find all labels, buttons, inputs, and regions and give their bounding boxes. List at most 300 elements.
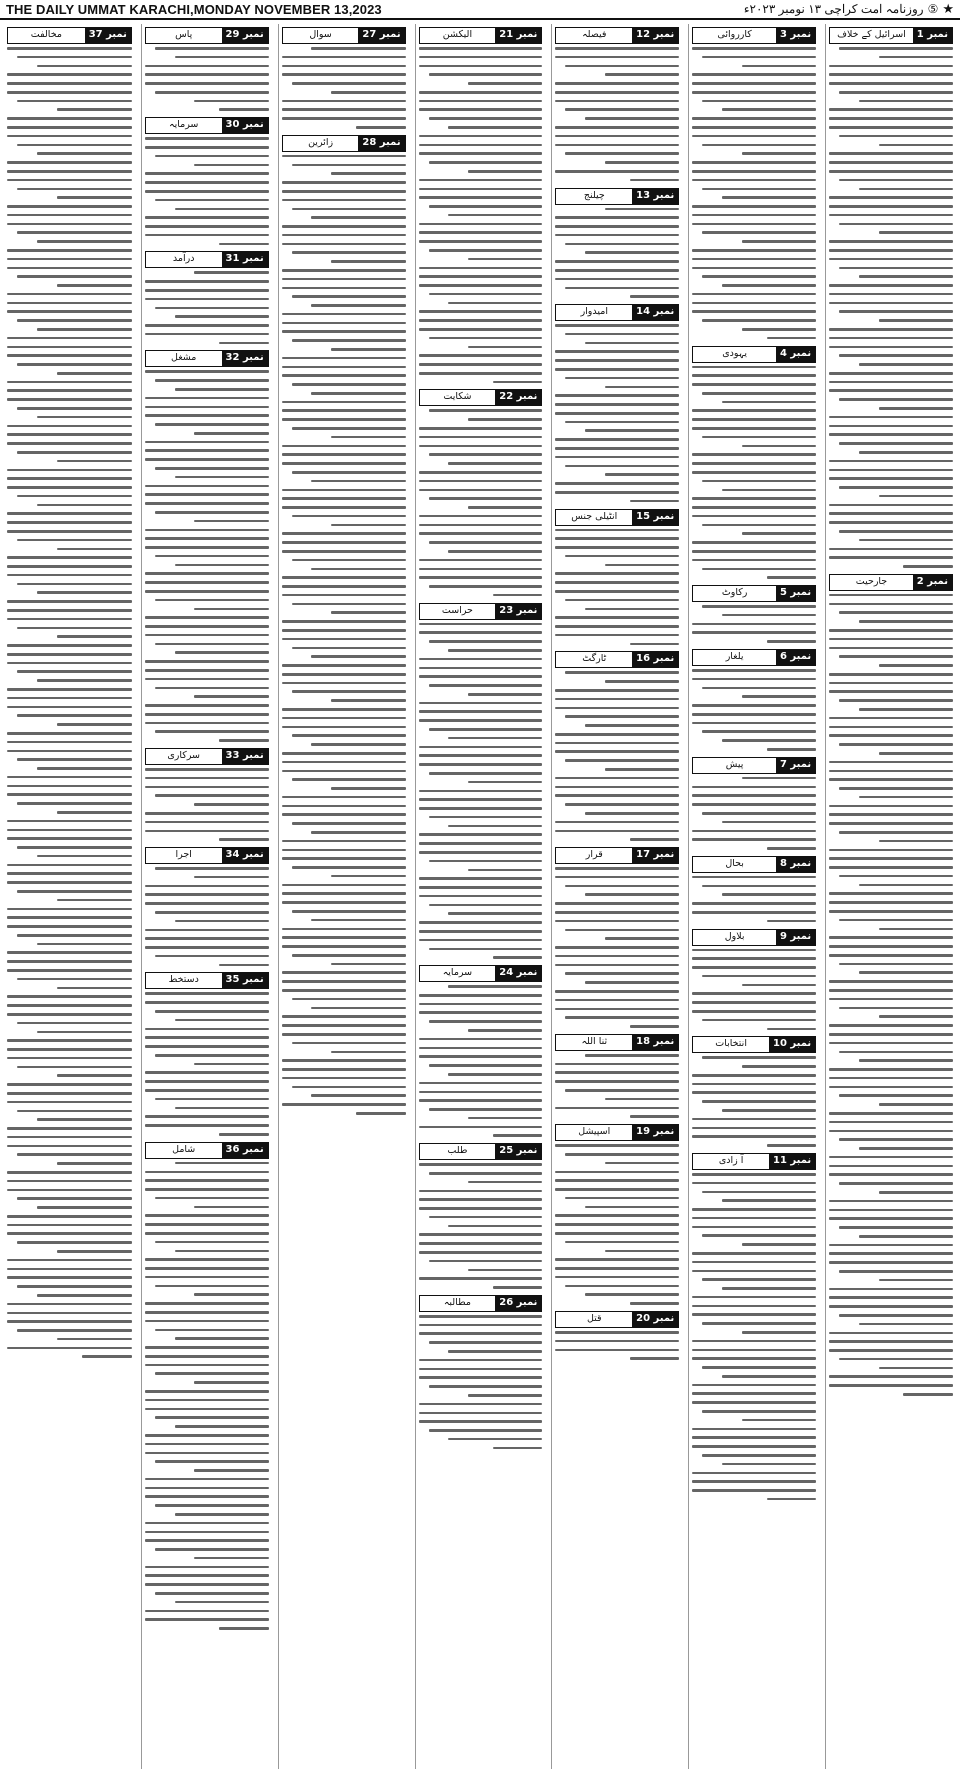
story-heading: [555, 1311, 679, 1328]
text-line: [311, 392, 405, 395]
text-line: [311, 1007, 405, 1010]
text-line: [145, 1232, 269, 1235]
story-heading: [692, 1036, 816, 1053]
text-line: [829, 1156, 953, 1159]
text-line: [17, 714, 132, 717]
text-line: [742, 328, 816, 331]
text-line: [585, 1054, 679, 1057]
text-line: [692, 1480, 816, 1483]
story-body-text: [692, 1173, 816, 1501]
text-line: [7, 951, 132, 954]
text-line: [555, 1223, 679, 1226]
text-line: [429, 1385, 543, 1388]
text-line: [7, 1092, 132, 1095]
text-line: [692, 669, 816, 672]
text-line: [429, 640, 543, 643]
text-line: [145, 1171, 269, 1174]
text-line: [419, 223, 543, 226]
text-line: [555, 750, 679, 753]
text-line: [331, 787, 405, 790]
text-line: [555, 456, 679, 459]
text-line: [155, 1592, 269, 1595]
text-line: [419, 1359, 543, 1362]
text-line: [145, 406, 269, 409]
text-line: [7, 1312, 132, 1315]
text-line: [829, 328, 953, 331]
text-line: [692, 1472, 816, 1475]
story-heading: [555, 1034, 679, 1051]
text-line: [829, 521, 953, 524]
text-line: [17, 407, 132, 410]
story-body-text: [419, 1163, 543, 1289]
text-line: [145, 190, 269, 193]
text-line: [7, 1180, 132, 1183]
story-title: اسرائیل کے خلاف: [837, 29, 906, 40]
text-line: [419, 196, 543, 199]
text-line: [429, 684, 543, 687]
story-title: بحال: [725, 857, 744, 869]
text-line: [419, 1163, 543, 1166]
text-line: [692, 161, 816, 164]
story-number: نمبر 12: [632, 28, 678, 43]
text-line: [419, 1233, 543, 1236]
text-line: [292, 251, 406, 254]
text-line: [145, 704, 269, 707]
text-line: [859, 1059, 953, 1062]
text-line: [429, 541, 543, 544]
text-line: [282, 445, 406, 448]
text-line: [282, 682, 406, 685]
text-line: [282, 278, 406, 281]
text-line: [175, 315, 269, 318]
text-line: [555, 225, 679, 228]
text-line: [419, 427, 543, 430]
text-line: [468, 1029, 542, 1032]
text-line: [429, 497, 543, 500]
story-heading: [419, 1295, 543, 1312]
text-line: [839, 135, 953, 138]
text-line: [565, 885, 679, 888]
text-line: [555, 707, 679, 710]
text-line: [555, 126, 679, 129]
text-line: [448, 1225, 542, 1228]
text-line: [7, 1232, 132, 1235]
news-story: [145, 972, 269, 1135]
text-line: [7, 1145, 132, 1148]
news-story: [145, 350, 269, 741]
news-story: [145, 748, 269, 841]
text-line: [155, 911, 269, 914]
text-line: [282, 576, 406, 579]
text-line: [282, 761, 406, 764]
text-line: [175, 651, 269, 654]
text-line: [145, 546, 269, 549]
text-line: [145, 821, 269, 824]
text-line: [829, 647, 953, 650]
text-line: [57, 987, 132, 990]
text-line: [585, 117, 679, 120]
text-line: [879, 231, 953, 234]
text-line: [429, 904, 543, 907]
text-line: [419, 1412, 543, 1415]
text-line: [829, 989, 953, 992]
story-body-text: [555, 1144, 679, 1305]
text-line: [282, 322, 406, 325]
text-line: [194, 520, 268, 523]
story-title: فیصلہ: [582, 29, 607, 40]
text-line: [7, 969, 132, 972]
text-line: [448, 214, 542, 217]
text-line: [7, 354, 132, 357]
news-story: [419, 1143, 543, 1289]
text-line: [292, 690, 406, 693]
text-line: [419, 231, 543, 234]
text-line: [155, 1460, 269, 1463]
text-line: [692, 966, 816, 969]
text-line: [702, 56, 816, 59]
text-line: [429, 249, 543, 252]
story-title: سرمایہ: [169, 119, 199, 131]
text-line: [7, 916, 132, 919]
text-line: [145, 660, 269, 663]
story-heading: [555, 304, 679, 321]
text-line: [155, 199, 269, 202]
text-line: [419, 1251, 543, 1254]
text-line: [829, 936, 953, 939]
text-line: [829, 1033, 953, 1036]
text-line: [175, 388, 269, 391]
text-line: [555, 412, 679, 415]
text-line: [145, 669, 269, 672]
text-line: [7, 389, 132, 392]
story-body-text: [829, 594, 953, 1396]
text-line: [7, 1320, 132, 1323]
text-line: [630, 179, 680, 182]
text-line: [145, 1124, 269, 1127]
news-column: [688, 24, 819, 1769]
news-story: [692, 1153, 816, 1501]
text-line: [145, 441, 269, 444]
text-line: [282, 234, 406, 237]
text-line: [829, 196, 953, 199]
text-line: [692, 957, 816, 960]
text-line: [292, 164, 406, 167]
news-story: [145, 251, 269, 344]
news-story: [555, 27, 679, 181]
text-line: [722, 614, 816, 617]
news-story: [692, 856, 816, 923]
text-line: [57, 899, 132, 902]
text-line: [859, 539, 953, 542]
text-line: [419, 471, 543, 474]
text-line: [692, 205, 816, 208]
news-columns: [4, 24, 956, 1769]
text-line: [429, 409, 543, 412]
text-line: [282, 1059, 406, 1062]
text-line: [175, 1601, 269, 1604]
text-line: [493, 956, 543, 959]
text-line: [829, 548, 953, 551]
news-story: [145, 1142, 269, 1630]
story-number: نمبر 17: [632, 848, 678, 863]
text-line: [429, 161, 543, 164]
text-line: [37, 943, 132, 946]
text-line: [879, 495, 953, 498]
text-line: [282, 989, 406, 992]
text-line: [37, 679, 132, 682]
text-line: [585, 1293, 679, 1296]
story-title: انٹیلی جنس: [571, 510, 618, 522]
text-line: [702, 480, 816, 483]
news-story: [145, 27, 269, 111]
news-story: [692, 346, 816, 579]
text-line: [292, 559, 406, 562]
text-line: [311, 1094, 405, 1097]
story-title: پیش: [725, 758, 744, 770]
text-line: [194, 271, 268, 274]
story-number: نمبر 13: [632, 189, 678, 204]
text-line: [145, 333, 269, 336]
text-line: [722, 1375, 816, 1378]
text-line: [585, 342, 679, 345]
text-line: [742, 152, 816, 155]
text-line: [17, 495, 132, 498]
text-line: [155, 555, 269, 558]
news-story: [829, 574, 953, 1396]
text-line: [7, 486, 132, 489]
text-line: [692, 1217, 816, 1220]
text-line: [829, 1077, 953, 1080]
story-heading: [282, 135, 406, 152]
text-line: [7, 258, 132, 261]
text-line: [331, 348, 405, 351]
text-line: [282, 726, 406, 729]
text-line: [145, 397, 269, 400]
story-body-text: [555, 867, 679, 1028]
text-line: [605, 473, 679, 476]
text-line: [145, 902, 269, 905]
text-line: [419, 267, 543, 270]
text-line: [311, 304, 405, 307]
text-line: [839, 267, 953, 270]
story-body-text: [692, 1056, 816, 1146]
text-line: [555, 144, 679, 147]
text-line: [419, 658, 543, 661]
text-line: [692, 1091, 816, 1094]
text-line: [829, 1200, 953, 1203]
text-line: [145, 929, 269, 932]
text-line: [311, 743, 405, 746]
text-line: [555, 1080, 679, 1083]
text-line: [839, 354, 953, 357]
text-line: [292, 515, 406, 518]
text-line: [145, 414, 269, 417]
text-line: [742, 1419, 816, 1422]
story-title: یہودی: [722, 347, 748, 359]
text-line: [7, 565, 132, 568]
text-line: [722, 739, 816, 742]
text-line: [605, 937, 679, 940]
text-line: [829, 214, 953, 217]
text-line: [219, 739, 269, 742]
text-line: [419, 1376, 543, 1379]
text-line: [829, 249, 953, 252]
text-line: [630, 643, 680, 646]
text-line: [829, 1375, 953, 1378]
text-line: [282, 796, 406, 799]
text-line: [448, 985, 542, 988]
text-line: [7, 864, 132, 867]
masthead-english-title: THE DAILY UMMAT KARACHI,MONDAY NOVEMBER 13,2023: [6, 1, 382, 17]
text-line: [767, 337, 817, 340]
text-line: [419, 746, 543, 749]
text-line: [145, 1618, 269, 1621]
text-line: [155, 1504, 269, 1507]
text-line: [448, 1073, 542, 1076]
text-line: [7, 793, 132, 796]
text-line: [145, 1346, 269, 1349]
text-line: [692, 713, 816, 716]
text-line: [829, 998, 953, 1001]
news-story: [282, 27, 406, 129]
text-line: [692, 462, 816, 465]
text-line: [555, 359, 679, 362]
story-heading: [692, 649, 816, 666]
text-line: [331, 875, 405, 878]
text-line: [829, 813, 953, 816]
text-line: [155, 794, 269, 797]
text-line: [145, 812, 269, 815]
text-line: [145, 1487, 269, 1490]
text-line: [829, 1288, 953, 1291]
text-line: [282, 366, 406, 369]
text-line: [419, 877, 543, 880]
text-line: [702, 1234, 816, 1237]
text-line: [17, 846, 132, 849]
text-line: [282, 532, 406, 535]
story-heading: [145, 1142, 269, 1159]
text-line: [57, 1162, 132, 1165]
text-line: [145, 1071, 269, 1074]
text-line: [839, 699, 953, 702]
text-line: [7, 1057, 132, 1060]
text-line: [419, 568, 543, 571]
text-line: [57, 1250, 132, 1253]
text-line: [829, 1112, 953, 1115]
text-line: [7, 653, 132, 656]
text-line: [565, 1197, 679, 1200]
text-line: [555, 964, 679, 967]
text-line: [829, 73, 953, 76]
story-number: نمبر 26: [495, 1296, 541, 1311]
text-line: [219, 1133, 269, 1136]
news-story: [282, 135, 406, 1115]
text-line: [839, 1051, 953, 1054]
text-line: [692, 82, 816, 85]
text-line: [585, 429, 679, 432]
text-line: [605, 386, 679, 389]
text-line: [282, 708, 406, 711]
text-line: [429, 1341, 543, 1344]
text-line: [419, 1324, 543, 1327]
text-line: [419, 1315, 543, 1318]
text-line: [903, 1393, 953, 1396]
text-line: [839, 1182, 953, 1185]
text-line: [419, 480, 543, 483]
text-line: [429, 1020, 543, 1023]
text-line: [555, 260, 679, 263]
text-line: [194, 164, 268, 167]
text-line: [17, 319, 132, 322]
story-number: نمبر 18: [632, 1035, 678, 1050]
text-line: [282, 805, 406, 808]
text-line: [175, 1107, 269, 1110]
text-line: [859, 1323, 953, 1326]
text-line: [219, 108, 269, 111]
text-line: [702, 436, 816, 439]
text-line: [448, 1350, 542, 1353]
text-line: [555, 1188, 679, 1191]
text-line: [145, 537, 269, 540]
text-line: [145, 73, 269, 76]
text-line: [429, 728, 543, 731]
text-line: [839, 530, 953, 533]
text-line: [555, 742, 679, 745]
text-line: [555, 529, 679, 532]
text-line: [829, 108, 953, 111]
text-line: [839, 1358, 953, 1361]
text-line: [282, 401, 406, 404]
text-line: [7, 829, 132, 832]
text-line: [145, 458, 269, 461]
text-line: [555, 1171, 679, 1174]
text-line: [692, 1127, 816, 1130]
text-line: [175, 56, 269, 59]
text-line: [702, 392, 816, 395]
text-line: [829, 857, 953, 860]
text-line: [829, 1121, 953, 1124]
story-number: نمبر 35: [222, 973, 268, 988]
story-number: نمبر 5: [776, 586, 815, 601]
text-line: [7, 1048, 132, 1051]
text-line: [879, 840, 953, 843]
text-line: [829, 629, 953, 632]
text-line: [57, 723, 132, 726]
story-heading: [692, 757, 816, 774]
text-line: [419, 1190, 543, 1193]
text-line: [145, 216, 269, 219]
text-line: [282, 971, 406, 974]
text-line: [175, 1513, 269, 1516]
text-line: [175, 208, 269, 211]
text-line: [419, 284, 543, 287]
story-heading: [419, 27, 543, 44]
text-line: [692, 170, 816, 173]
text-line: [555, 56, 679, 59]
text-line: [175, 564, 269, 567]
text-line: [692, 541, 816, 544]
text-line: [145, 713, 269, 716]
text-line: [555, 1214, 679, 1217]
text-line: [292, 383, 406, 386]
text-line: [57, 284, 132, 287]
story-heading: [145, 117, 269, 134]
text-line: [155, 687, 269, 690]
text-line: [565, 803, 679, 806]
text-line: [7, 346, 132, 349]
text-line: [565, 287, 679, 290]
text-line: [468, 1269, 542, 1272]
